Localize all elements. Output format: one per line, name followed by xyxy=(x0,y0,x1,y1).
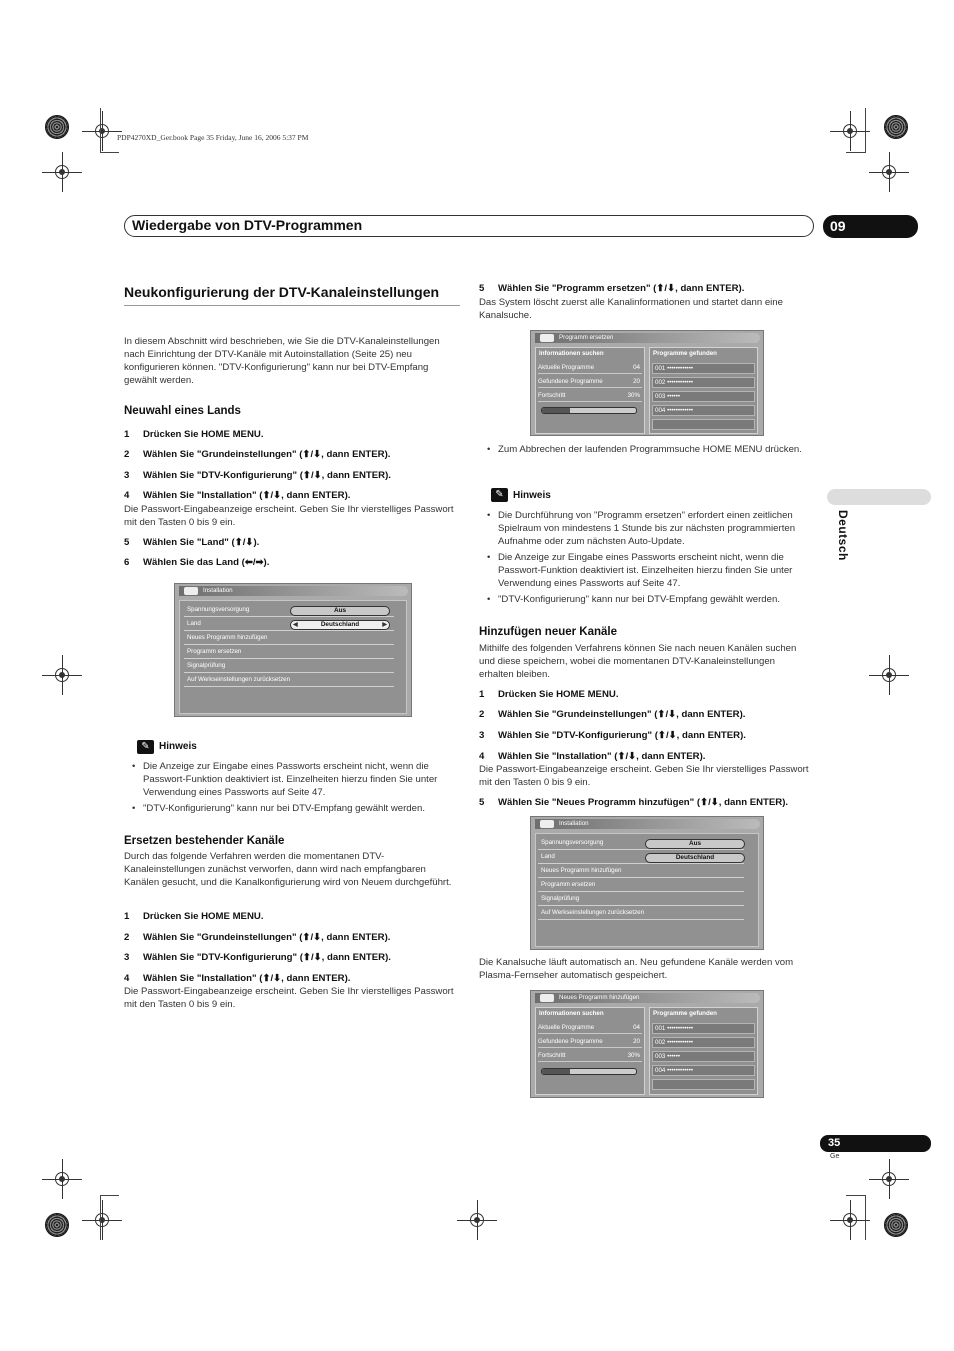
menu-label: Auf Werkseinstellungen zurücksetzen xyxy=(541,909,645,916)
found-name: •••••••••••• xyxy=(667,365,694,372)
step-number: 6 xyxy=(124,557,130,568)
note-item: • "DTV-Konfigurierung" kann nur bei DTV-Empfang gewählt werden. xyxy=(487,593,817,606)
language-label: Deutsch xyxy=(836,510,850,561)
step xyxy=(124,932,390,943)
found-row xyxy=(652,1037,755,1048)
found-heading: Programme gefunden xyxy=(653,350,717,357)
menu-icon xyxy=(540,994,554,1002)
info-label: Fortschritt xyxy=(538,392,566,399)
menu-label: Land xyxy=(541,853,555,860)
menu-label: Spannungsversorgung xyxy=(541,839,604,846)
menu-row xyxy=(184,660,394,673)
subsection-title: Ersetzen bestehender Kanäle xyxy=(124,835,285,847)
info-value: 20 xyxy=(633,1038,640,1045)
found-number: 004 xyxy=(655,407,666,414)
found-row xyxy=(652,363,755,374)
found-heading: Programme gefunden xyxy=(653,1010,717,1017)
found-row xyxy=(652,377,755,388)
found-panel xyxy=(649,1007,758,1095)
step-text: Wählen Sie "DTV-Konfigurierung" (⬆/⬇, dann ENTER). xyxy=(143,952,391,963)
found-name: •••••• xyxy=(667,393,681,400)
subsection-intro: Durch das folgende Verfahren werden die momentanen DTV-Kanaleinstellungen zunächst verworfen, dann wird nach empfangbaren Kanälen gesucht, und die Kanalkonfigurierung wird von Neuem durchgeführt. xyxy=(124,851,452,888)
info-value: 04 xyxy=(633,364,640,371)
crop-mark xyxy=(100,108,101,153)
installation-screen xyxy=(530,816,764,950)
crop-mark xyxy=(846,152,866,153)
step-number: 3 xyxy=(124,470,130,481)
note-list xyxy=(132,760,462,818)
step-note: Die Passwort-Eingabeanzeige erscheint. Geben Sie Ihr vierstelliges Passwort mit den Tasten 0 bis 9 ein. xyxy=(479,764,809,788)
menu-label: Spannungsversorgung xyxy=(187,606,250,613)
progress-fill xyxy=(542,408,570,413)
screen-header xyxy=(179,586,408,596)
menu-panel xyxy=(535,833,759,947)
info-value: 30% xyxy=(627,392,640,399)
info-row xyxy=(538,376,642,388)
step xyxy=(479,751,705,762)
step xyxy=(479,689,618,700)
value-pill xyxy=(290,620,390,630)
step-text: Wählen Sie das Land (⬅/➡). xyxy=(143,557,270,568)
abort-note xyxy=(487,443,817,459)
note-item: • Die Durchführung von "Programm ersetzen" erfordert einen zeitlichen Spielraum von mindestens 1 Stunde bis zur nächsten programmierten Aufnahme oder zum nächsten Auto-Update. xyxy=(487,509,817,548)
menu-panel xyxy=(179,600,407,714)
found-row-empty xyxy=(652,1079,755,1090)
found-panel xyxy=(649,347,758,434)
info-label: Fortschritt xyxy=(538,1052,566,1059)
note-item: • "DTV-Konfigurierung" kann nur bei DTV-Empfang gewählt werden. xyxy=(132,802,462,815)
screen-header xyxy=(535,993,760,1003)
found-row-empty xyxy=(652,419,755,430)
installation-screen xyxy=(174,583,412,717)
crosshair-icon xyxy=(830,111,870,151)
note-icon: ✎ xyxy=(491,488,508,502)
step-text: Wählen Sie "Neues Programm hinzufügen" (⬆/⬇, dann ENTER). xyxy=(498,797,789,808)
language-tab xyxy=(827,489,931,505)
note-item: • Die Anzeige zur Eingabe eines Passworts erscheint nicht, wenn die Passwort-Funktion deaktiviert ist. Einzelheiten hierzu finden Sie unter Verwendung eines Passworts auf Seite 47. xyxy=(132,760,462,799)
screen-header xyxy=(535,819,760,829)
step-text: Drücken Sie HOME MENU. xyxy=(143,429,264,440)
step-number: 5 xyxy=(124,537,130,548)
crop-mark xyxy=(100,152,119,153)
screen-title: Neues Programm hinzufügen xyxy=(559,994,640,1001)
chapter-title: Wiedergabe von DTV-Programmen xyxy=(132,217,363,233)
found-row xyxy=(652,1051,755,1062)
found-number: 003 xyxy=(655,1053,666,1060)
menu-label: Auf Werkseinstellungen zurücksetzen xyxy=(187,676,291,683)
menu-icon xyxy=(184,587,198,595)
crosshair-icon xyxy=(42,152,82,192)
found-number: 001 xyxy=(655,1025,666,1032)
step-number: 1 xyxy=(124,429,130,440)
found-row xyxy=(652,1065,755,1076)
menu-row xyxy=(538,879,744,892)
info-label: Aktuelle Programme xyxy=(538,364,595,371)
step-number: 4 xyxy=(124,490,130,501)
crop-mark xyxy=(100,1195,101,1240)
menu-icon xyxy=(540,820,554,828)
found-number: 002 xyxy=(655,379,666,386)
info-row xyxy=(538,362,642,374)
menu-row xyxy=(184,632,394,645)
value-text: Deutschland xyxy=(320,621,360,628)
subsection-intro: Mithilfe des folgenden Verfahrens können Sie nach neuen Kanälen suchen und diese speichern, wobei die momentanen DTV-Kanaleinstellungen erhalten bleiben. xyxy=(479,643,797,680)
value-pill: Aus xyxy=(645,839,745,849)
found-name: •••••••••••• xyxy=(667,407,694,414)
screen-title: Installation xyxy=(559,820,589,827)
step xyxy=(124,537,259,548)
found-number: 004 xyxy=(655,1067,666,1074)
info-value: 30% xyxy=(627,1052,640,1059)
step xyxy=(124,429,263,440)
info-heading: Informationen suchen xyxy=(539,1010,604,1017)
step xyxy=(479,709,745,720)
crosshair-icon xyxy=(82,111,122,151)
auto-scan-text: Die Kanalsuche läuft automatisch an. Neu gefundene Kanäle werden vom Plasma-Fernseher automatisch gespeichert. xyxy=(479,957,794,981)
abort-note-item: • Zum Abbrechen der laufenden Programmsuche HOME MENU drücken. xyxy=(487,443,817,456)
info-label: Aktuelle Programme xyxy=(538,1024,595,1031)
menu-label: Neues Programm hinzufügen xyxy=(541,867,622,874)
step-note: Die Passwort-Eingabeanzeige erscheint. Geben Sie Ihr vierstelliges Passwort mit den Tasten 0 bis 9 ein. xyxy=(124,504,454,528)
registration-target-icon xyxy=(45,1213,69,1237)
found-name: •••••••••••• xyxy=(667,1025,694,1032)
progress-bar xyxy=(541,1068,637,1075)
step-note: Die Passwort-Eingabeanzeige erscheint. Geben Sie Ihr vierstelliges Passwort mit den Tasten 0 bis 9 ein. xyxy=(124,986,454,1010)
crosshair-icon xyxy=(830,1200,870,1240)
step-text: Wählen Sie "Installation" (⬆/⬇, dann ENTER). xyxy=(143,490,351,501)
registration-target-icon xyxy=(884,115,908,139)
scan-screen xyxy=(530,330,764,436)
step-text: Wählen Sie "Installation" (⬆/⬇, dann ENTER). xyxy=(498,751,706,762)
crop-mark xyxy=(865,108,866,153)
info-row xyxy=(538,390,642,402)
chapter-number: 09 xyxy=(823,215,918,238)
info-panel xyxy=(535,1007,645,1095)
found-number: 001 xyxy=(655,365,666,372)
menu-row xyxy=(184,646,394,659)
found-row xyxy=(652,1023,755,1034)
arrow-right-icon: ▶ xyxy=(382,622,387,628)
step-text: Wählen Sie "Installation" (⬆/⬇, dann ENTER). xyxy=(143,973,351,984)
info-value: 20 xyxy=(633,378,640,385)
step-text-body: Das System löscht zuerst alle Kanalinformationen und startet dann eine Kanalsuche. xyxy=(479,297,783,321)
menu-label: Programm ersetzen xyxy=(187,648,242,655)
step xyxy=(479,797,788,808)
registration-target-icon xyxy=(884,1213,908,1237)
step xyxy=(124,490,350,501)
page-number: 35 xyxy=(820,1135,931,1152)
step-number: 3 xyxy=(479,730,485,741)
menu-row xyxy=(538,907,744,920)
intro-text: In diesem Abschnitt wird beschrieben, wie Sie die DTV-Kanaleinstellungen nach Einrichtung der DTV-Kanäle mit Autoinstallation (Seite 25) neu konfigurieren können. "DTV-Konfigurierung" kann nur bei DTV-Empfang gewählt werden. xyxy=(124,336,440,386)
screen-title: Programm ersetzen xyxy=(559,334,614,341)
found-name: •••••• xyxy=(667,1053,681,1060)
crosshair-icon xyxy=(457,1200,497,1240)
step: 5 Wählen Sie "Programm ersetzen" (⬆/⬇, dann ENTER). xyxy=(479,283,745,294)
menu-row xyxy=(538,865,744,878)
note-item: • Die Anzeige zur Eingabe eines Passworts erscheint nicht, wenn die Passwort-Funktion deaktiviert ist. Einzelheiten hierzu finden Sie unter Verwendung eines Passworts auf Seite 47. xyxy=(487,551,817,590)
crop-mark xyxy=(865,1195,866,1240)
step xyxy=(124,952,391,963)
step-text: Wählen Sie "Grundeinstellungen" (⬆/⬇, dann ENTER). xyxy=(143,449,391,460)
crosshair-icon xyxy=(42,655,82,695)
progress-fill xyxy=(542,1069,570,1074)
found-row xyxy=(652,405,755,416)
step-text: Wählen Sie "Grundeinstellungen" (⬆/⬇, dann ENTER). xyxy=(143,932,391,943)
info-panel xyxy=(535,347,645,434)
arrow-left-icon: ◀ xyxy=(293,622,298,628)
info-label: Gefundene Programme xyxy=(538,1038,603,1045)
note-heading: Hinweis xyxy=(513,490,551,501)
step-text: Wählen Sie "DTV-Konfigurierung" (⬆/⬇, dann ENTER). xyxy=(498,730,746,741)
found-name: •••••••••••• xyxy=(667,379,694,386)
found-number: 003 xyxy=(655,393,666,400)
value-pill: Aus xyxy=(290,606,390,616)
menu-label: Land xyxy=(187,620,201,627)
step-number: 5 xyxy=(479,797,485,808)
note-list xyxy=(487,509,817,609)
step-text: Wählen Sie "DTV-Konfigurierung" (⬆/⬇, dann ENTER). xyxy=(143,470,391,481)
book-header: PDP4270XD_Ger.book Page 35 Friday, June 16, 2006 5:37 PM xyxy=(117,133,309,142)
menu-icon xyxy=(540,334,554,342)
step xyxy=(124,470,391,481)
step-text: Drücken Sie HOME MENU. xyxy=(498,689,619,700)
info-label: Gefundene Programme xyxy=(538,378,603,385)
step xyxy=(479,730,746,741)
step xyxy=(124,449,390,460)
menu-label: Signalprüfung xyxy=(187,662,226,669)
crosshair-icon xyxy=(869,152,909,192)
progress-bar xyxy=(541,407,637,414)
value-pill: Deutschland xyxy=(645,853,745,863)
found-row xyxy=(652,391,755,402)
crosshair-icon xyxy=(869,1159,909,1199)
note-icon: ✎ xyxy=(137,740,154,754)
crop-mark xyxy=(846,1195,866,1196)
found-name: •••••••••••• xyxy=(667,1039,694,1046)
step xyxy=(124,911,263,922)
screen-header xyxy=(535,333,760,343)
step-text: Drücken Sie HOME MENU. xyxy=(143,911,264,922)
scan-screen xyxy=(530,990,764,1098)
menu-row xyxy=(184,674,394,687)
found-number: 002 xyxy=(655,1039,666,1046)
info-row xyxy=(538,1050,642,1062)
crosshair-icon xyxy=(869,655,909,695)
found-name: •••••••••••• xyxy=(667,1067,694,1074)
step xyxy=(124,973,350,984)
crop-mark xyxy=(100,1195,119,1196)
step-number: 2 xyxy=(124,449,130,460)
step-number: 1 xyxy=(124,911,130,922)
menu-row xyxy=(538,893,744,906)
info-row xyxy=(538,1022,642,1034)
step-number: 2 xyxy=(124,932,130,943)
screen-title: Installation xyxy=(203,587,233,594)
step-text: Wählen Sie "Grundeinstellungen" (⬆/⬇, dann ENTER). xyxy=(498,709,746,720)
step xyxy=(124,557,269,568)
subsection-title: Hinzufügen neuer Kanäle xyxy=(479,626,618,638)
step-text: Wählen Sie "Programm ersetzen" (⬆/⬇, dann ENTER). xyxy=(498,283,745,294)
step-number: 3 xyxy=(124,952,130,963)
subsection-title: Neuwahl eines Lands xyxy=(124,405,241,417)
menu-label: Programm ersetzen xyxy=(541,881,596,888)
registration-target-icon xyxy=(45,115,69,139)
menu-label: Neues Programm hinzufügen xyxy=(187,634,268,641)
page-language-code: Ge xyxy=(830,1153,840,1160)
step-number: 2 xyxy=(479,709,485,720)
section-title: Neukonfigurierung der DTV-Kanaleinstellungen xyxy=(124,283,460,306)
step-number: 4 xyxy=(124,973,130,984)
step-number: 4 xyxy=(479,751,485,762)
info-value: 04 xyxy=(633,1024,640,1031)
info-heading: Informationen suchen xyxy=(539,350,604,357)
step-number: 1 xyxy=(479,689,485,700)
menu-label: Signalprüfung xyxy=(541,895,580,902)
crosshair-icon xyxy=(42,1159,82,1199)
step-text: Wählen Sie "Land" (⬆/⬇). xyxy=(143,537,260,548)
info-row xyxy=(538,1036,642,1048)
note-heading: Hinweis xyxy=(159,741,197,752)
crosshair-icon xyxy=(82,1200,122,1240)
